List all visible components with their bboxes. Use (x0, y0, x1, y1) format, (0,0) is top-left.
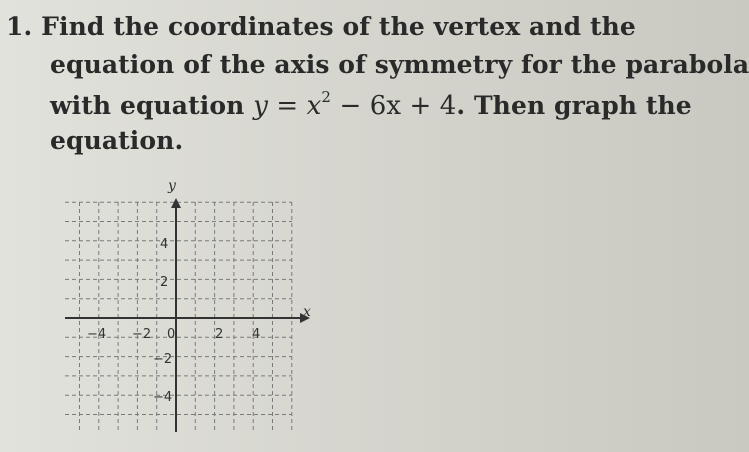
x-axis-label: x (303, 304, 311, 320)
coordinate-grid[interactable] (60, 170, 310, 440)
equation-equals: = (276, 91, 299, 121)
grid-svg (60, 170, 310, 440)
problem-line-1 (6, 12, 636, 41)
y-axis-arrow (171, 198, 181, 208)
problem-line-2 (50, 50, 749, 79)
y-tick-label: −2 (153, 352, 173, 367)
y-axis-label: y (168, 178, 176, 194)
y-tick-label: 4 (160, 237, 169, 252)
axes (65, 198, 310, 432)
problem-text-3-post: . Then graph the (456, 91, 692, 120)
problem-text-1: Find the coordinates of the vertex and the (41, 12, 636, 41)
problem-text-2: equation of the axis of symmetry for the parabola (50, 50, 749, 79)
equation-y: y (253, 91, 269, 121)
problem-text-3-pre: with equation (50, 91, 245, 120)
x-tick-label: 0 (167, 327, 176, 342)
problem-line-4 (50, 126, 183, 155)
equation (253, 88, 457, 121)
x-tick-label: 2 (215, 327, 224, 342)
x-tick-label: 4 (252, 327, 261, 342)
problem-line-3 (50, 88, 692, 121)
problem-number: 1. (6, 12, 33, 41)
x-tick-label: −4 (87, 327, 107, 342)
problem-text-4: equation. (50, 126, 184, 155)
equation-x: x (306, 91, 322, 121)
equation-exponent: 2 (321, 88, 332, 106)
y-tick-label: 2 (160, 275, 169, 290)
y-tick-label: −4 (153, 390, 173, 405)
x-tick-label: −2 (132, 327, 152, 342)
equation-rest: − 6x + 4 (339, 91, 457, 121)
